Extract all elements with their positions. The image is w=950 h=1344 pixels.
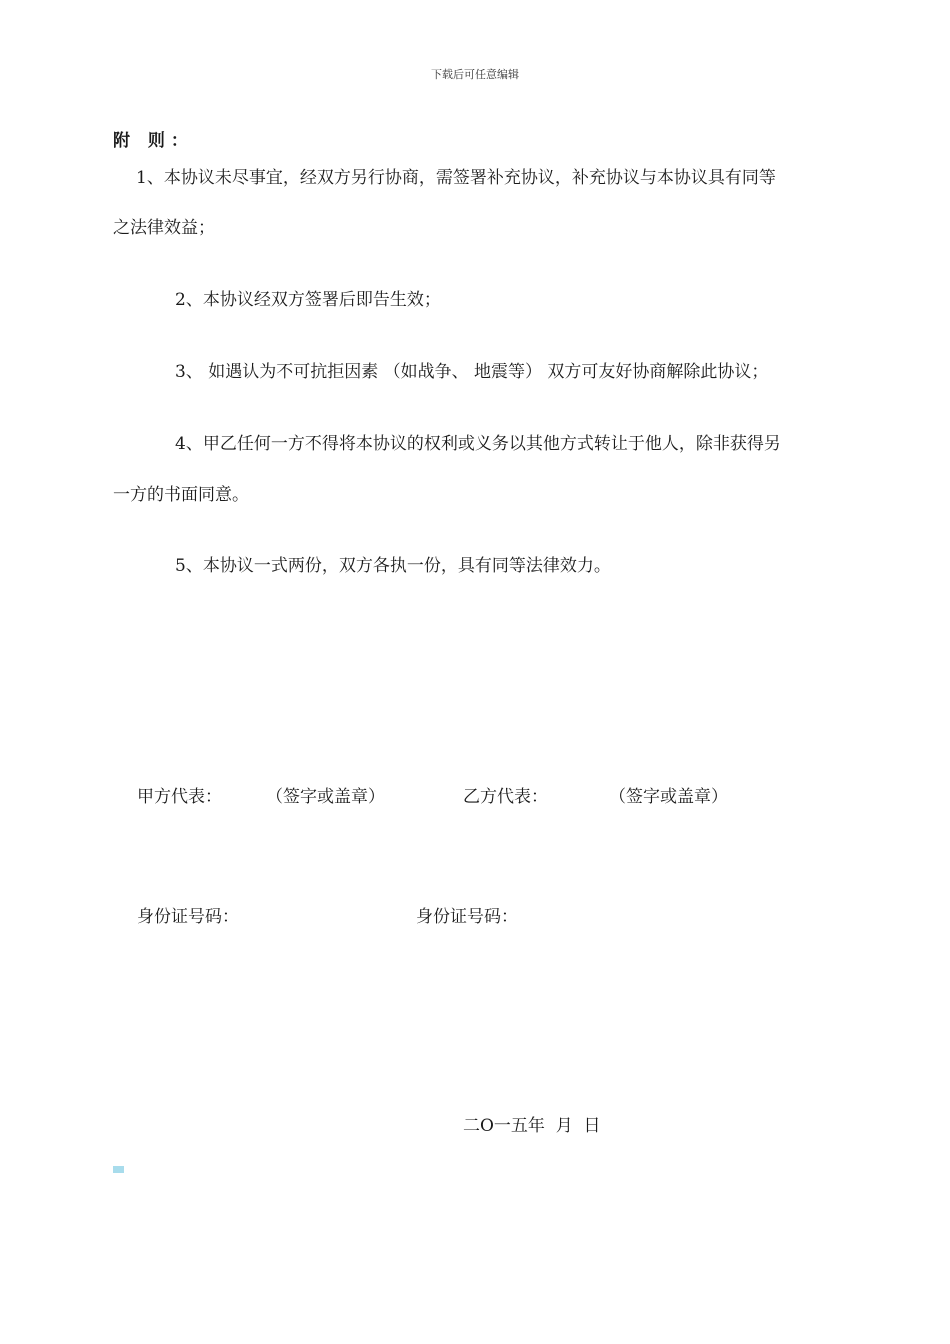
party-a-label: 甲方代表： (137, 787, 222, 807)
clause-2: 2、本协议经双方签署后即告生效； (175, 290, 441, 310)
section-title: 附 则： (113, 131, 194, 151)
clause-4-line-2: 一方的书面同意。 (113, 485, 249, 505)
party-b-sign-hint: （签字或盖章） (609, 787, 728, 807)
clause-5: 5、本协议一式两份，双方各执一份，具有同等法律效力。 (175, 556, 611, 576)
party-a-id-label: 身份证号码： (137, 907, 239, 927)
clause-1-line-2: 之法律效益； (113, 218, 215, 238)
signing-date: 二O一五年 月 日 (463, 1116, 601, 1136)
decorative-marker (113, 1166, 124, 1173)
party-a-sign-hint: （签字或盖章） (266, 787, 385, 807)
clause-3: 3、 如遇认为不可抗拒因素 （如战争、 地震等） 双方可友好协商解除此协议； (175, 362, 769, 382)
party-b-label: 乙方代表： (463, 787, 548, 807)
party-b-id-label: 身份证号码： (416, 907, 518, 927)
clause-1-line-1: 1、本协议未尽事宜，经双方另行协商，需签署补充协议，补充协议与本协议具有同等 (136, 168, 776, 188)
clause-4-line-1: 4、甲乙任何一方不得将本协议的权利或义务以其他方式转让于他人，除非获得另 (175, 434, 781, 454)
header-note: 下载后可任意编辑 (431, 68, 519, 81)
